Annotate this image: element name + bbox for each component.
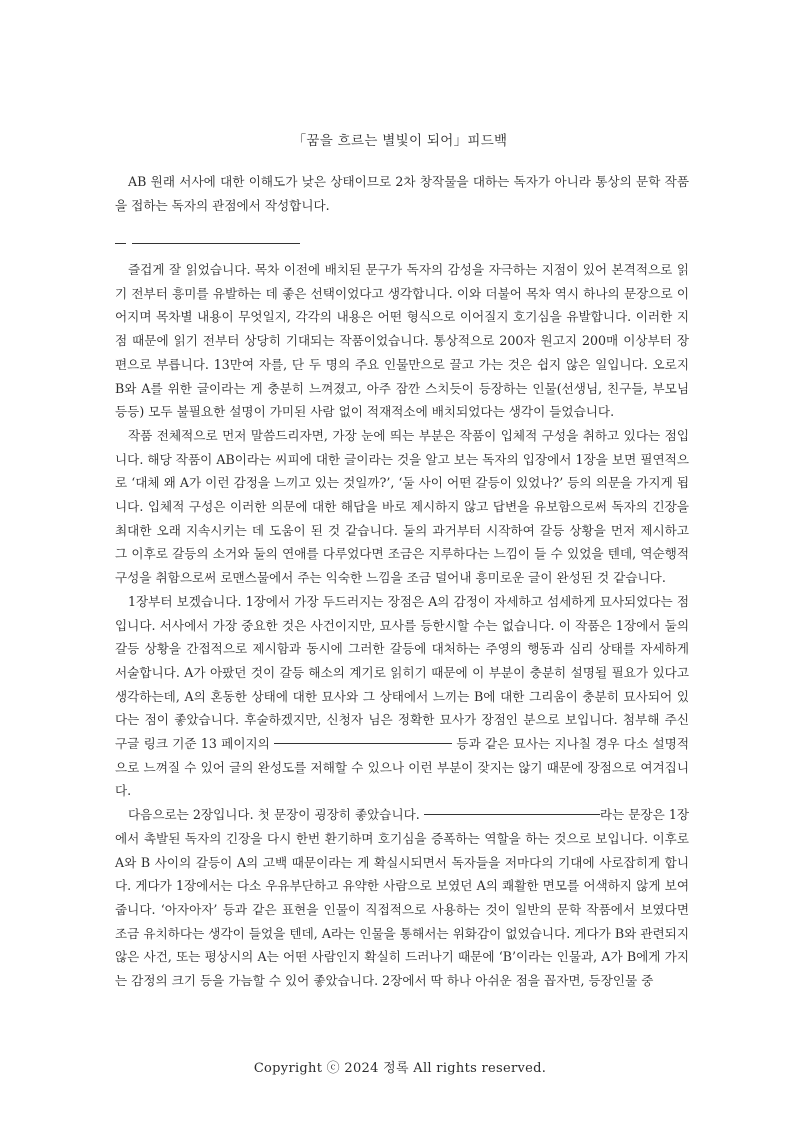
intro-note: [115, 170, 689, 218]
paragraph-4: [115, 803, 689, 993]
paragraph-4-text-after: 라는 문장은 1장에서 촉발된 독자의 긴장을 다시 한번 환기하며 호기심을 증폭하는 역할을 하는 것으로 보입니다. 이후로 A와 B 사이의 갈등이 A의 고백 때문이라는 게 확실시되면서 독자들을 저마다의 기대에 사로잡히게 합니다. 게다가 1장에서는 다소 우유부단하고 유약한 사람으로 보였던 A의 쾌활한 면모를 어색하지 않게 보여줍니다. ‘아자아자’ 등과 같은 표현을 인물이 직접적으로 사용하는 것이 일반의 문학 작품에서 보였다면 조금 유치하다는 생각이 들었을 텐데, A라는 인물을 통해서는 위화감이 없었습니다. 게다가 B와 관련되지 않은 사건, 또는 평상시의 A는 어떤 사람인지 확실히 드러나기 때문에 ‘B’이라는 인물과, A가 B에게 가지는 감정의 크기 등을 가늠할 수 있어 좋았습니다. 2장에서 딱 하나 아쉬운 점을 꼽자면, 등장인물 중: [115, 807, 690, 989]
paragraph-4-text-before: 다음으로는 2장입니다. 첫 문장이 굉장히 좋았습니다.: [128, 807, 424, 823]
section-divider: [115, 243, 300, 244]
divider-dash: [115, 243, 126, 244]
paragraph-3-text-before: 1장부터 보겠습니다. 1장에서 가장 두드러지는 장점은 A의 감정이 자세하고 섬세하게 묘사되었다는 점입니다. 서사에서 가장 중요한 것은 사건이지만, 묘사를 등한시할 수는 없습니다. 이 작품은 1장에서 둘의 갈등 상황을 간접적으로 제시함과 동시에 그러한 갈등에 대처하는 주영의 행동과 심리 상태를 자세하게 서술합니다. A가 아팠던 것이 갈등 해소의 계기로 읽히기 때문에 이 부분이 충분히 설명될 필요가 있다고 생각하는데, A의 혼동한 상태에 대한 묘사와 그 상태에서 느끼는 B에 대한 그리움이 충분히 묘사되어 있다는 점이 좋았습니다. 후술하겠지만, 신청자 님은 정확한 묘사가 장점인 분으로 보입니다. 첨부해 주신 구글 링크 기준 13 페이지의: [115, 593, 689, 752]
redacted-quote: [274, 743, 452, 744]
paragraph-1: 즐겁게 잘 읽었습니다. 목차 이전에 배치된 문구가 독자의 감성을 자극하는 지점이 있어 본격적으로 읽기 전부터 흥미를 유발하는 데 좋은 선택이었다고 생각합니다. 이와 더불어 목차 역시 하나의 문장으로 이어지며 목차별 내용이 무엇일지, 각각의 내용은 어떤 형식으로 이어질지 호기심을 유발합니다. 이러한 지점 때문에 읽기 전부터 상당히 기대되는 작품이었습니다. 통상적으로 200자 원고지 200매 이상부터 장편으로 부릅니다. 13만여 자를, 단 두 명의 주요 인물만으로 끌고 가는 것은 쉽지 않은 일입니다. 오로지 B와 A를 위한 글이라는 게 충분히 느껴졌고, 아주 잠깐 스치듯이 등장하는 인물(선생님, 친구들, 부모님 등등) 모두 불필요한 설명이 가미된 사람 없이 적재적소에 배치되었다는 생각이 들었습니다.: [115, 262, 689, 420]
paragraph-3-text-after: 등과 같은 묘사는 지나칠 경우 다소 설명적으로 느껴질 수 있어 글의 완성도를 저해할 수 있으나 이런 부분이 잦지는 않기 때문에 장점으로 여겨집니다.: [115, 736, 689, 799]
paragraph-2: 작품 전체적으로 먼저 말씀드리자면, 가장 눈에 띄는 부분은 작품이 입체적 구성을 취하고 있다는 점입니다. 해당 작품이 AB이라는 씨피에 대한 글이라는 것을 알고 보는 독자의 입장에서 1장을 보면 필연적으로 ‘대체 왜 A가 이런 감정을 느끼고 있는 것일까?’, ‘둘 사이 어떤 갈등이 있었나?’ 등의 의문을 가지게 됩니다. 입체적 구성은 이러한 의문에 대한 해답을 바로 제시하지 않고 답변을 유보함으로써 독자의 긴장을 최대한 오래 지속시키는 데 도움이 된 것 같습니다. 둘의 과거부터 시작하여 갈등 상황을 먼저 제시하고 그 이후로 갈등의 소거와 둘의 연애를 다루었다면 조금은 지루하다는 느낌이 들 수 있었을 텐데, 역순행적 구성을 취함으로써 로맨스물에서 주는 익숙한 느낌을 조금 덜어내 흥미로운 글이 완성된 것 같습니다.: [115, 427, 689, 586]
copyright-footer: Copyright ⓒ 2024 정록 All rights reserved.: [253, 1061, 547, 1076]
divider-line: [132, 243, 300, 244]
redacted-quote: [424, 814, 600, 815]
feedback-body: [115, 258, 689, 993]
document-title: 「꿈을 흐르는 별빛이 되어」피드백: [292, 133, 508, 149]
intro-paragraph: AB 원래 서사에 대한 이해도가 낮은 상태이므로 2차 창작물을 대하는 독자가 아니라 통상의 문학 작품을 접하는 독자의 관점에서 작성합니다.: [115, 174, 689, 213]
paragraph-3: [115, 590, 689, 803]
